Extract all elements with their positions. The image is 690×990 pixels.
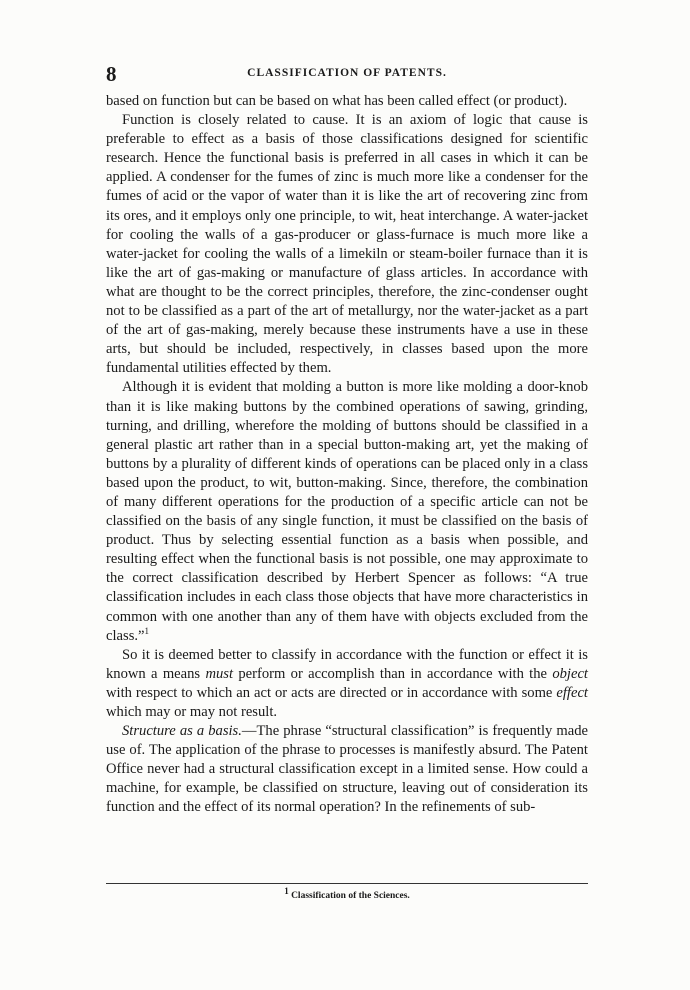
paragraph-4-part-d: which may or may not result.	[106, 704, 278, 720]
paragraph-4	[106, 646, 588, 722]
body-text	[106, 92, 588, 818]
paragraph-3-text: Although it is evident that molding a button is more like molding a door-knob than it is like making buttons by the combined operations of sawing, grinding, turning, and drilling, wherefore the molding of buttons should be classified in a general plastic art rather than in a special button-making art, yet the making of buttons by a plurality of different kinds of operations can be placed only in a class based upon the product, to wit, button-making. Since, therefore, the combination of many different operations for the production of a specific article can not be classified on the basis of any single function, it must be classified on the basis of product. Thus by selecting essential function as a basis when possible, and resulting effect when the functional basis is not possible, one may approximate to the correct classification described by Herbert Spencer as follows: “A true classification includes in each class those objects that have more characteristics in common with one another than any of them have with objects excluded from the class.”	[106, 379, 588, 644]
emphasis-object: object	[552, 665, 588, 682]
paragraph-2: Function is closely related to cause. It is an axiom of logic that cause is preferable to effect as a basis of those classifications designed for scientific research. Hence the functional basis is preferred in all cases in which it can be applied. A condenser for the fumes of zinc is much more like a condenser for the fumes of acid or the vapor of water than it is like the art of recovering zinc from its ores, and it employs only one principle, to wit, heat interchange. A water-jacket for cooling the walls of a gas-producer or glass-furnace is much more like a water-jacket for cooling the walls of a limekiln or steam-boiler furnace than it is like the art of gas-making or manufacture of glass articles. In accordance with what are thought to be the correct principles, therefore, the zinc-condenser ought not to be classified as a part of the art of metallurgy, nor the water-jacket as a part of the art of gas-making, merely because these instruments have a use in these arts, but should be included, respectively, in classes based upon the more fundamental utilities effected by them.	[106, 112, 588, 377]
page-number: 8	[106, 62, 117, 86]
emphasis-must: must	[205, 665, 234, 682]
paragraph-5-text: —The phrase “structural classification” is frequently made use of. The application of the phrase to processes is manifestly absurd. The Patent Office never had a structural classification except in a limited sense. How could a machine, for example, be classified on structure, leaving out of consideration its function and the effect of its normal operation? In the refinements of sub-	[106, 723, 588, 816]
footnote-reference: 1	[144, 625, 149, 636]
running-title: CLASSIFICATION OF PATENTS.	[247, 67, 447, 79]
footnote-marker: 1	[284, 886, 289, 896]
footnote-text: Classification of the Sciences.	[291, 891, 410, 902]
footnote-divider	[106, 883, 588, 884]
paragraph-1: based on function but can be based on what has been called effect (or product).	[106, 93, 568, 109]
paragraph-4-part-c: with respect to which an act or acts are directed or in accordance with some	[106, 684, 557, 701]
emphasis-effect: effect	[556, 684, 588, 701]
section-heading: Structure as a basis.	[122, 723, 242, 740]
footnote	[106, 886, 588, 902]
paragraph-4-part-b: perform or accomplish than in accordance with the	[233, 665, 553, 682]
paragraph-3	[106, 378, 588, 645]
paragraph-5	[106, 722, 588, 817]
page-header	[106, 58, 588, 88]
paragraph-4-part-a: So it is deemed better to classify in accordance with the function or effect it is known a means	[106, 646, 588, 682]
